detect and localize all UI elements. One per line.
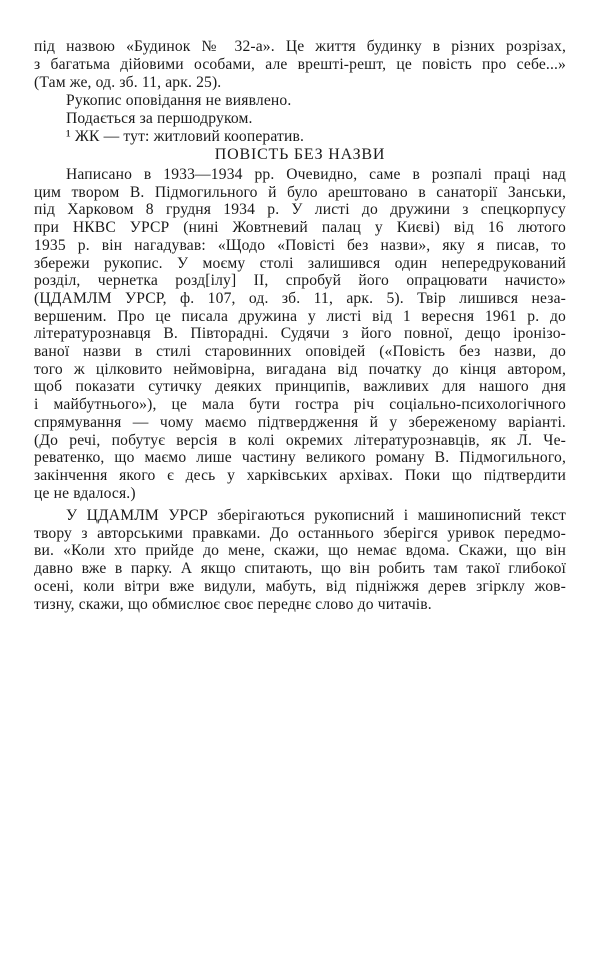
paragraph-line: і майбутнього»), це мала бути гостра річ соціально-психологічного bbox=[34, 396, 566, 414]
intro-line: під назвою «Будинок № 32-а». Це життя будинку в різних розрізах, bbox=[34, 38, 566, 55]
paragraph-line: тизну, скажи, що обмислює своє переднє слово до читачів. bbox=[34, 595, 432, 613]
paragraph-line: (До речі, побутує версія в колі окремих літературознавців, як Л. Че- bbox=[34, 431, 566, 449]
intro-line: (Там же, од. зб. 11, арк. 25). bbox=[34, 74, 222, 91]
paragraph-line: закінчення якого є десь у харківських архівах. Поки що підтвердити bbox=[34, 466, 566, 484]
paragraph-line: літературознавця В. Півторадні. Судячи з його повної, дещо іронізо- bbox=[34, 325, 566, 343]
paragraph-line: 1935 р. він нагадував: «Щодо «Повісті без назви», яку я писав, то bbox=[34, 236, 566, 254]
section-title: ПОВІСТЬ БЕЗ НАЗВИ bbox=[214, 146, 386, 163]
note-line: Подається за першодруком. bbox=[66, 110, 253, 127]
paragraph-line: давно вже в парку. А якщо спитають, що він робить там такої глибокої bbox=[34, 560, 566, 578]
paragraph-line: осені, коли вітри вже видули, мабуть, від підніжжя дерев згірклу жов- bbox=[34, 577, 566, 595]
paragraph-line: У ЦДАМЛМ УРСР зберігаються рукописний і машинописний текст bbox=[66, 507, 566, 524]
paragraph-line: ви. «Коли хто прийде до мене, скажи, що немає вдома. Скажи, що він bbox=[34, 542, 566, 560]
paragraph-line: вершеним. Про це писала дружина у листі від 1 вересня 1961 р. до bbox=[34, 307, 566, 325]
paragraph-line: під Харковом 8 грудня 1934 р. У листі до дружини з спецкорпусу bbox=[34, 201, 566, 219]
note-line: Рукопис оповідання не виявлено. bbox=[66, 92, 292, 109]
paragraph-line: Написано в 1933—1934 рр. Очевидно, саме в розпалі праці над bbox=[66, 166, 566, 183]
paragraph-line: реватенко, що маємо лише частину великого роману В. Підмогильного, bbox=[34, 449, 566, 467]
paragraph-line: ваної назви в стилі старовинних оповідей («Повість без назви, до bbox=[34, 343, 566, 360]
paragraph-line: (ЦДАМЛМ УРСР, ф. 107, од. зб. 11, арк. 5). Твір лишився неза- bbox=[34, 289, 566, 307]
paragraph-line: розділ, чернетка розд[ілу] II, спробуй його опрацювати начисто» bbox=[34, 272, 566, 290]
footnote: ¹ ЖК — тут: житловий кооператив. bbox=[66, 128, 305, 145]
paragraph-line: цим твором В. Підмогильного й було арештовано в санаторії Занськи, bbox=[34, 183, 566, 201]
paragraph-line: при НКВС УРСР (нині Жовтневий палац у Києві) від 16 лютого bbox=[34, 219, 566, 237]
paragraph-line: спрямування — чому маємо підтвердження й у збереженому варіанті. bbox=[34, 413, 566, 431]
paragraph-line: збережи рукопис. У моєму столі залишився один непередрукований bbox=[34, 254, 566, 272]
paragraph-line: щоб показати сутичку деяких принципів, важливих для нашого дня bbox=[34, 378, 566, 396]
paragraph-line: твору з авторськими правками. До останнього зберігся уривок передмо- bbox=[34, 524, 566, 542]
paragraph-line: того ж цілковито неймовірна, вигадана від початку до кінця автором, bbox=[34, 360, 566, 378]
intro-line: з багатьма дійовими особами, але врешті-решт, це повість про себе...» bbox=[34, 56, 566, 73]
paragraph-line: це не вдалося.) bbox=[34, 484, 136, 502]
